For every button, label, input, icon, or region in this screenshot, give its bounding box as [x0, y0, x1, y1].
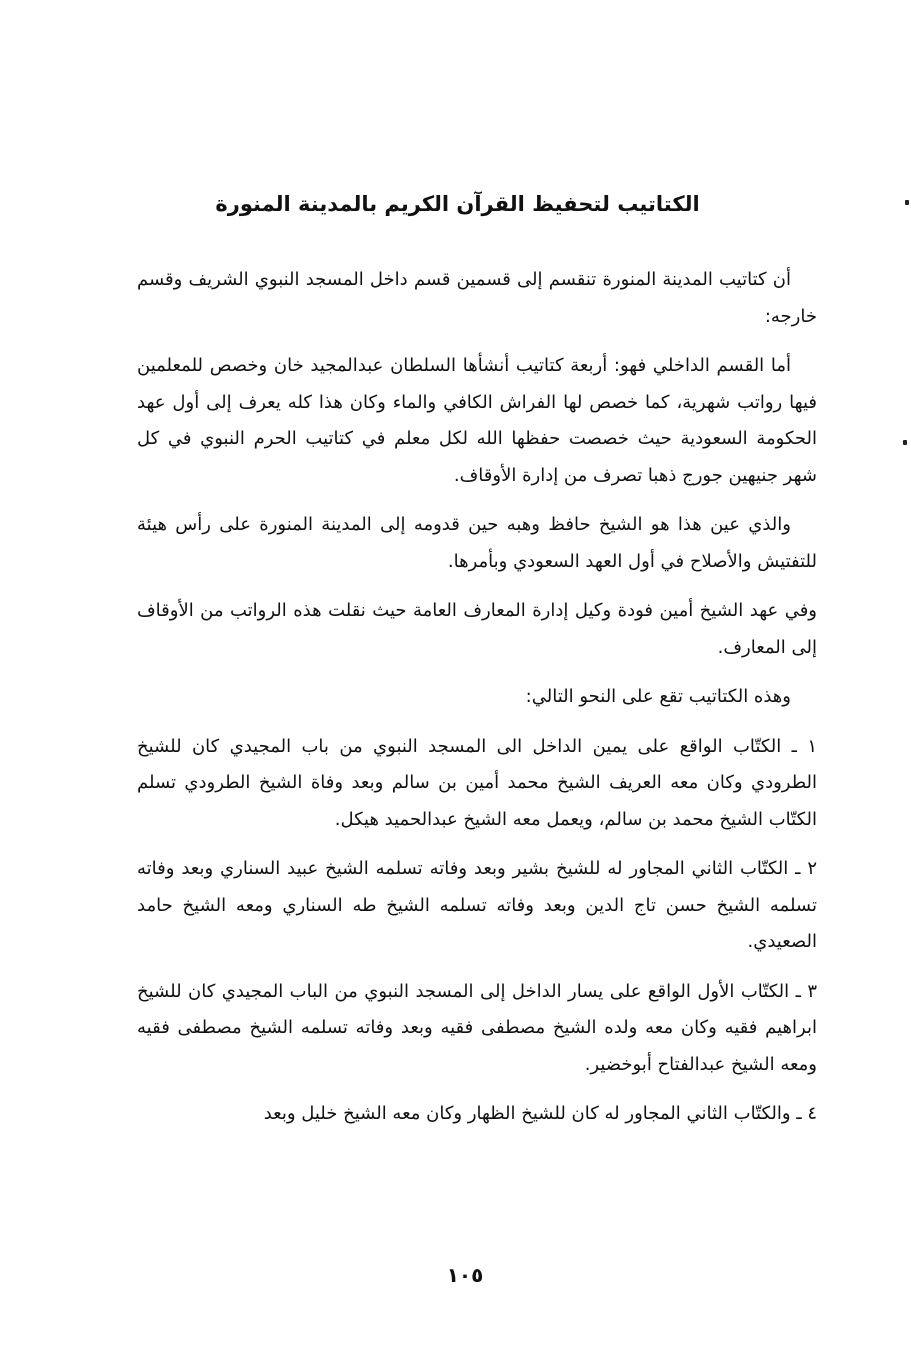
- scan-speck-middle: [903, 440, 907, 445]
- page-number: ١٠٥: [446, 1263, 484, 1287]
- list-item-2: ٢ ـ الكتّاب الثاني المجاور له للشيخ بشير وبعد وفاته تسلمه الشيخ عبيد السناري وبعد وفاته تسلمه الشيخ حسن تاج الدين وبعد وفاته تسلمه الشيخ طه السناري ومعه الشيخ حامد الصعيدي.: [137, 858, 817, 952]
- body-text: [137, 262, 817, 1146]
- paragraph-intro: أن كتاتيب المدينة المنورة تنقسم إلى قسمين قسم داخل المسجد النبوي الشريف وقسم خارجه:: [137, 269, 817, 327]
- scan-speck-top: [905, 200, 909, 205]
- paragraph-appointment: والذي عين هذا هو الشيخ حافظ وهبه حين قدومه إلى المدينة المنورة على رأس هيئة للتفتيش والأصلاح في أول العهد السعودي وبأمرها.: [137, 514, 817, 572]
- paragraph-internal-section: أما القسم الداخلي فهو: أربعة كتاتيب أنشأها السلطان عبدالمجيد خان وخصص للمعلمين فيها رواتب شهرية، كما خصص لها الفراش الكافي والماء وكان هذا كله يعرف إلى أول عهد الحكومة السعودية حيث خصصت حفظها الله لكل معلم في كتاتيب الحرم النبوي في كل شهر جنيهين جورج ذهبا تصرف من إدارة الأوقاف.: [137, 355, 817, 486]
- paragraph-salary-transfer: وفي عهد الشيخ أمين فودة وكيل إدارة المعارف العامة حيث نقلت هذه الرواتب من الأوقاف إلى المعارف.: [137, 600, 817, 658]
- list-item-3: ٣ ـ الكتّاب الأول الواقع على يسار الداخل إلى المسجد النبوي من الباب المجيدي كان للشيخ ابراهيم فقيه وكان معه ولده الشيخ مصطفى فقيه وبعد وفاته تسلمه الشيخ مصطفى فقيه ومعه الشيخ عبدالفتاح أبوخضير.: [137, 980, 817, 1075]
- paragraph-list-intro: وهذه الكتاتيب تقع على النحو التالي:: [525, 686, 791, 707]
- page-title: الكتاتيب لتحفيظ القرآن الكريم بالمدينة المنورة: [215, 192, 700, 216]
- list-item-4: ٤ ـ والكتّاب الثاني المجاور له كان للشيخ الظهار وكان معه الشيخ خليل وبعد: [263, 1103, 817, 1124]
- list-item-1: ١ ـ الكتّاب الواقع على يمين الداخل الى المسجد النبوي من باب المجيدي كان للشيخ الطرودي وكان معه العريف الشيخ محمد أمين بن سالم وبعد وفاة الشيخ الطرودي تسلم الكتّاب الشيخ محمد بن سالم، ويعمل معه الشيخ عبدالحميد هيكل.: [137, 735, 817, 830]
